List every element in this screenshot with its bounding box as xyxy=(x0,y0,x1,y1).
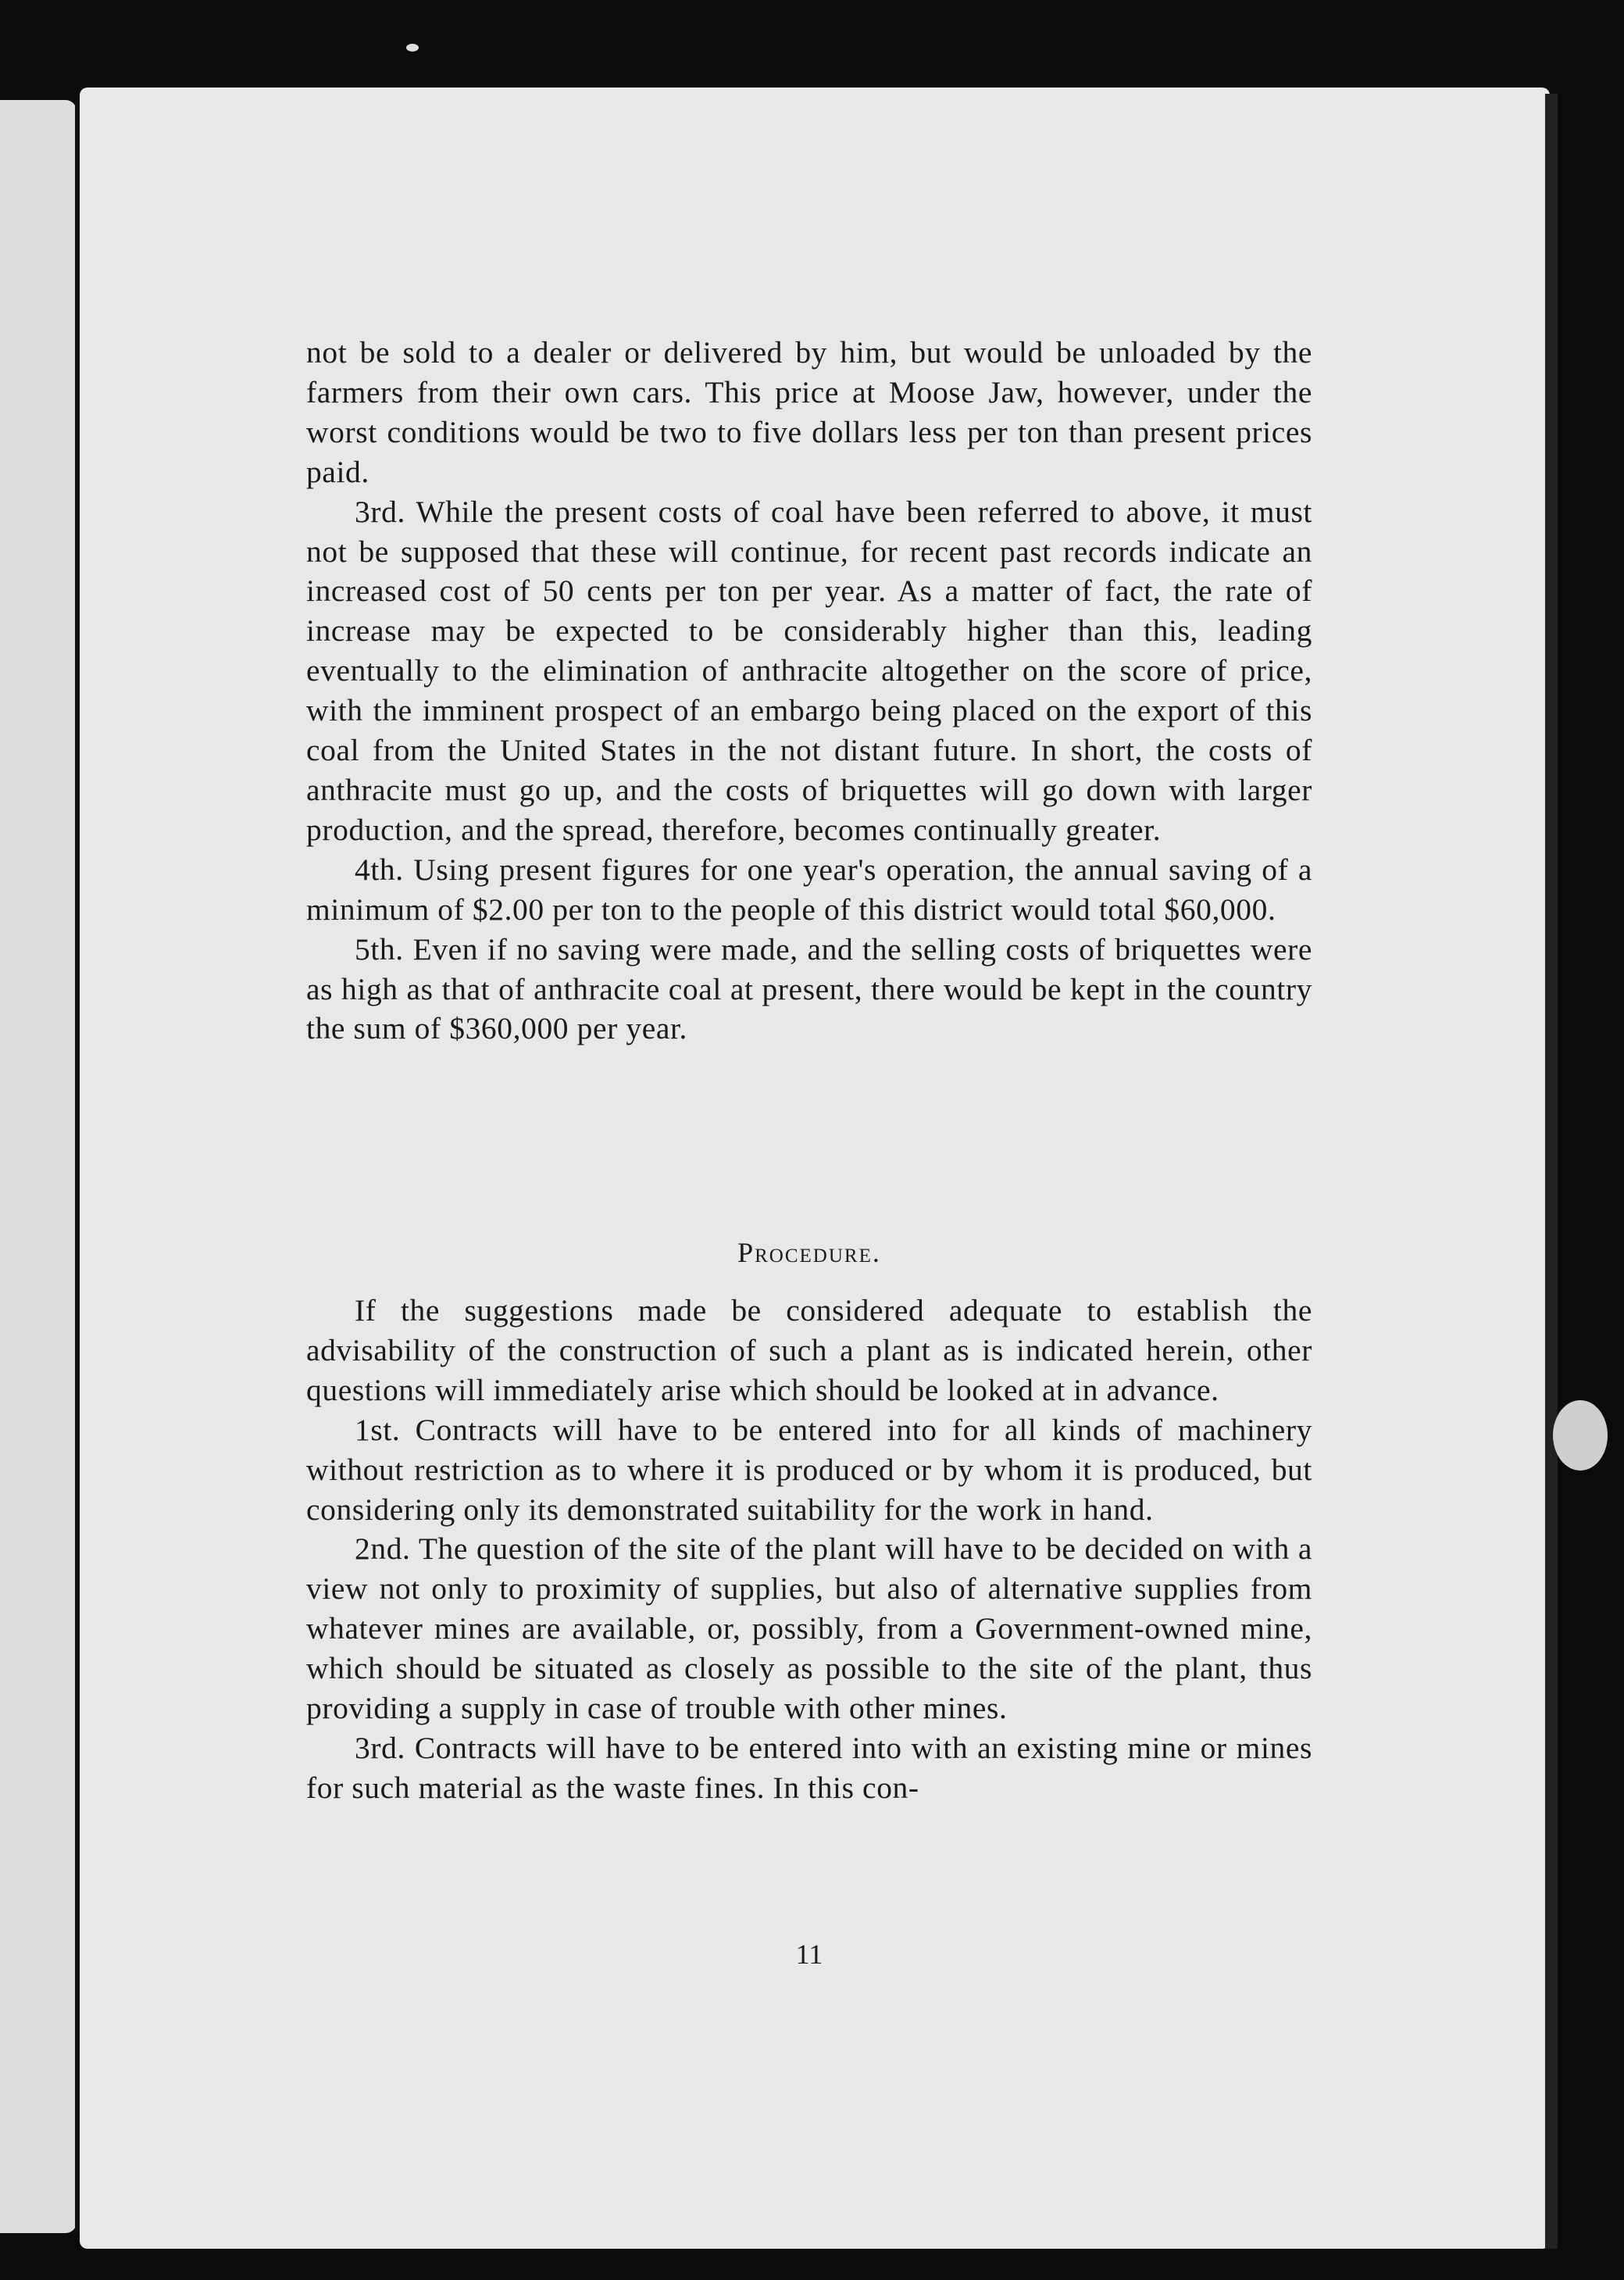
paragraph: If the suggestions made be considered adequate to establish the advisability of the construction of such a plant as is indicated herein, other questions will immediately arise which should be looked at in advance. xyxy=(306,1293,1312,1407)
body-text-top xyxy=(306,333,1312,1049)
paragraph: 3rd. Contracts will have to be entered into with an existing mine or mines for such material as the waste fines. In this con- xyxy=(306,1730,1312,1805)
paragraph: not be sold to a dealer or delivered by him, but would be unloaded by the farmers from their own cars. This price at Moose Jaw, however, under the worst conditions would be two to five dollars less per ton than present prices paid. xyxy=(306,335,1312,489)
paragraph: 4th. Using present figures for one year's operation, the annual saving of a minimum of $2.00 per ton to the people of this district would total $60,000. xyxy=(306,852,1312,927)
page-number: 11 xyxy=(795,1939,823,1970)
paragraph: 3rd. While the present costs of coal have been referred to above, it must not be supposed that these will continue, for recent past records indicate an increased cost of 50 cents per ton per year. As a matter of fact, the rate of increase may be expected to be considerably higher than this, leading eventually to the elimination of anthracite altogether on the score of price, with the imminent prospect of an embargo being placed on the export of this coal from the United States in the not distant future. In short, the costs of anthracite must go up, and the costs of briquettes will go down with larger production, and the spread, therefore, becomes continually greater. xyxy=(306,494,1312,847)
body-text-bottom xyxy=(306,1291,1312,1808)
facing-page-edge xyxy=(0,100,77,2233)
scan-smudge xyxy=(1553,1400,1608,1471)
scan-speck xyxy=(406,44,419,52)
section-heading: Procedure. xyxy=(737,1237,881,1268)
paragraph: 2nd. The question of the site of the plant will have to be decided on with a view not only to proximity of supplies, but also of alternative supplies from whatever mines are available, or, possibly, from a Government-owned mine, which should be situated as closely as possible to the site of the plant, thus providing a supply in case of trouble with other mines. xyxy=(306,1531,1312,1726)
paragraph: 1st. Contracts will have to be entered into for all kinds of machinery without restriction as to where it is produced or by whom it is produced, but considering only its demonstrated suitability for the work in hand. xyxy=(306,1412,1312,1527)
page-edge-shadow xyxy=(1545,94,1558,2249)
paragraph: 5th. Even if no saving were made, and the selling costs of briquettes were as high as that of anthracite coal at present, there would be kept in the country the sum of $360,000 per year. xyxy=(306,931,1312,1046)
